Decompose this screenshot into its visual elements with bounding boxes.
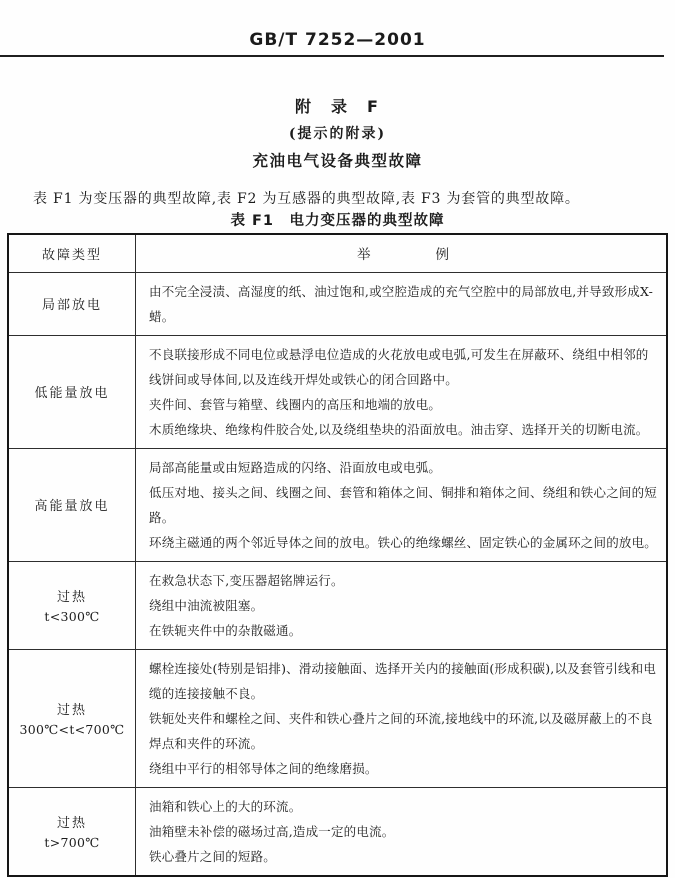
- fault-type-label: 过热: [56, 703, 87, 718]
- example-line: 油箱和铁心上的大的环流。: [149, 798, 302, 814]
- example-line: 油箱壁未补偿的磁场过高,造成一定的电流。: [149, 823, 395, 839]
- table-row: [8, 561, 667, 649]
- standard-number: GB/T 7252—2001: [249, 30, 426, 50]
- fault-type-label: 高能量放电: [34, 499, 110, 514]
- example-line: 铁心叠片之间的短路。: [149, 848, 277, 864]
- example-line: 由不完全浸渍、高湿度的纸、油过饱和,或空腔造成的充气空腔中的局部放电,并导致形成X-蜡。: [149, 283, 654, 324]
- header-example-char-right: 例: [435, 247, 450, 264]
- fault-type-sub: t>700℃: [44, 835, 100, 850]
- example-line: 局部高能量或由短路造成的闪络、沿面放电或电弧。: [149, 459, 442, 475]
- examples-cell: [136, 787, 668, 876]
- fault-type-label: 低能量放电: [34, 386, 110, 401]
- examples-cell: [136, 272, 668, 335]
- example-line: 绕组中油流被阻塞。: [149, 597, 264, 613]
- table-row: [8, 272, 667, 335]
- fault-table: [7, 233, 668, 877]
- header-rule: [0, 55, 664, 57]
- header-fault-type-label: 故障类型: [41, 247, 102, 263]
- fault-type-label: 过热: [56, 590, 87, 605]
- fault-type-cell: [8, 448, 136, 561]
- example-line: 铁轭处夹件和螺栓之间、夹件和铁心叠片之间的环流,接地线中的环流,以及磁屏蔽上的不良焊点和夹件的环流。: [149, 710, 653, 751]
- table-row: [8, 335, 667, 448]
- fault-type-cell: [8, 787, 136, 876]
- appendix-title: 附 录 F: [295, 97, 380, 116]
- example-line: 夹件间、套管与箱壁、线圈内的高压和地端的放电。: [149, 396, 442, 412]
- examples-cell: [136, 649, 668, 787]
- appendix-heading: 充油电气设备典型故障: [252, 152, 423, 170]
- fault-type-label: 局部放电: [41, 298, 102, 313]
- fault-type-label: 过热: [56, 816, 87, 831]
- fault-type-sub: t<300℃: [44, 609, 100, 624]
- fault-type-cell: [8, 335, 136, 448]
- example-line: 不良联接形成不同电位或悬浮电位造成的火花放电或电弧,可发生在屏蔽环、绕组中相邻的线饼间或导体间,以及连线开焊处或铁心的闭合回路中。: [149, 346, 649, 387]
- examples-cell: [136, 448, 668, 561]
- header-fault-type: [8, 234, 136, 272]
- header-examples: [136, 234, 668, 272]
- examples-cell: [136, 335, 668, 448]
- table-row: [8, 649, 667, 787]
- examples-cell: [136, 561, 668, 649]
- table-caption: 表 F1 电力变压器的典型故障: [230, 213, 445, 229]
- fault-type-sub: 300℃<t<700℃: [19, 722, 125, 737]
- example-line: 绕组中平行的相邻导体之间的绝缘磨损。: [149, 760, 378, 776]
- example-line: 木质绝缘块、绝缘构件胶合处,以及绕组垫块的沿面放电。油击穿、选择开关的切断电流。: [149, 421, 649, 437]
- header-example-char-left: 举: [357, 247, 372, 264]
- example-line: 在救急状态下,变压器超铭牌运行。: [149, 572, 344, 588]
- example-line: 环绕主磁通的两个邻近导体之间的放电。铁心的绝缘螺丝、固定铁心的金属环之间的放电。: [149, 534, 658, 550]
- fault-type-cell: [8, 561, 136, 649]
- appendix-subtitle: (提示的附录): [288, 126, 387, 142]
- fault-type-cell: [8, 649, 136, 787]
- intro-paragraph: 表 F1 为变压器的典型故障,表 F2 为互感器的典型故障,表 F3 为套管的典型故障。: [33, 191, 580, 207]
- fault-type-cell: [8, 272, 136, 335]
- example-line: 低压对地、接头之间、线圈之间、套管和箱体之间、铜排和箱体之间、绕组和铁心之间的短路。: [149, 484, 658, 525]
- example-line: 螺栓连接处(特别是铝排)、滑动接触面、选择开关内的接触面(形成积碳),以及套管引线和电缆的连接接触不良。: [149, 660, 657, 701]
- example-line: 在铁轭夹件中的杂散磁通。: [149, 622, 302, 638]
- table-row: [8, 448, 667, 561]
- table-row: [8, 787, 667, 876]
- table-header-row: [8, 234, 667, 272]
